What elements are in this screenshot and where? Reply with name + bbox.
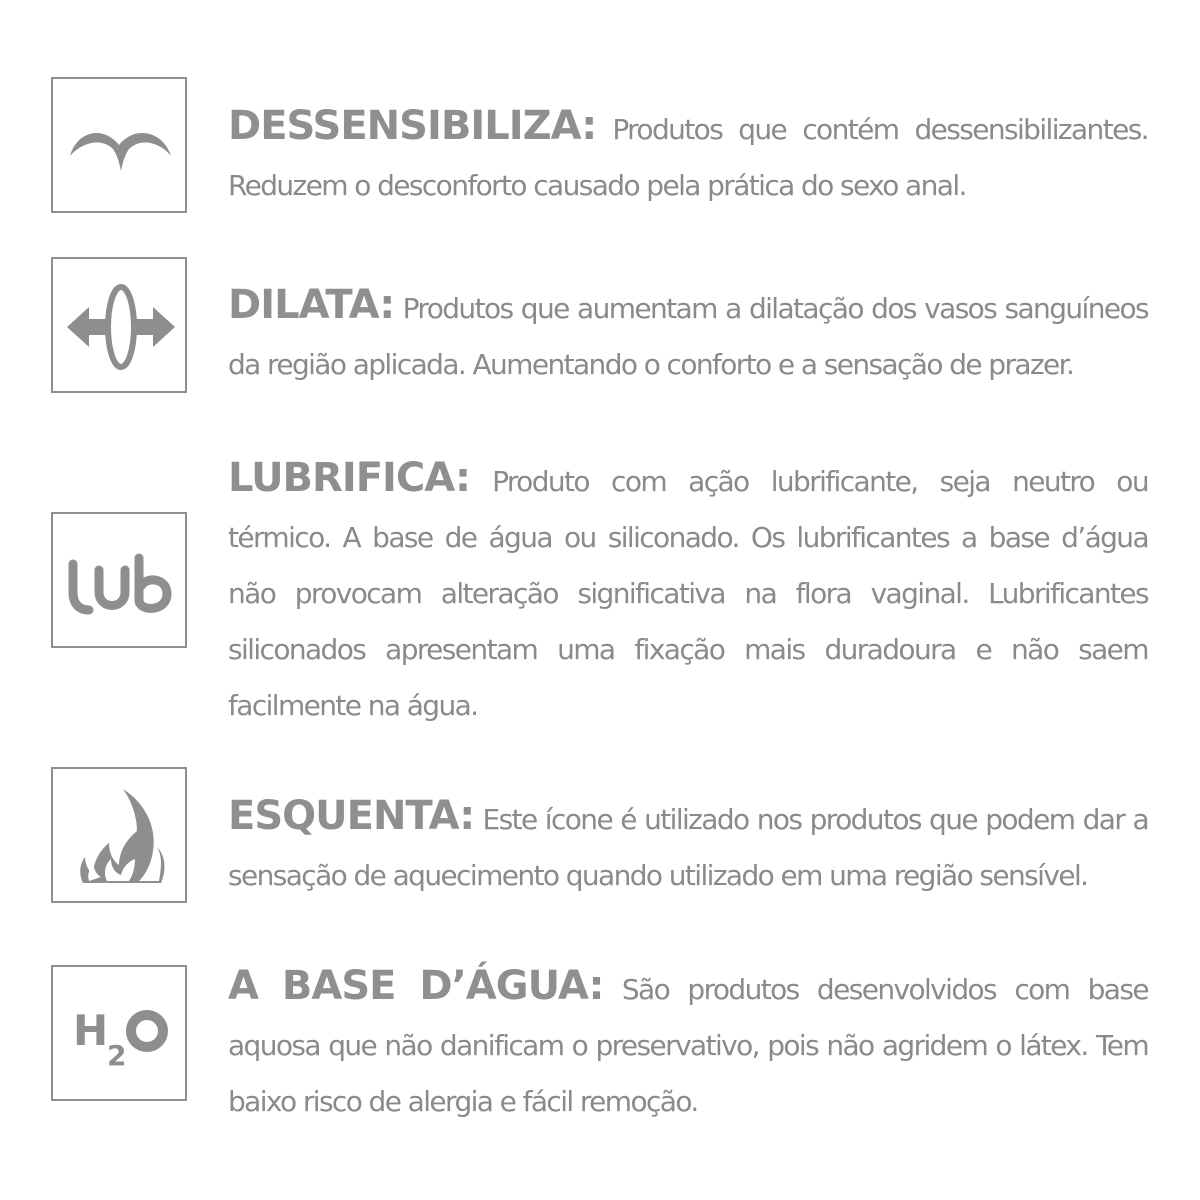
h2o-h-glyph: H [73,1006,109,1055]
item-dilate-text [228,277,1148,393]
description: Produto com ação lubrificante, seja neutro ou térmico. A base de água ou siliconado. Os lubrificantes a base d’água não provocam alteração significativa na flora vaginal. Lubrificantes siliconados apresentam uma fixação mais duradoura e não saem facilmente na água. [228,465,1148,722]
term-label: A BASE D’ÁGUA: [228,963,604,1009]
description: Produtos que contém dessensibilizantes. Reduzem o desconforto causado pela prática do sexo anal. [228,113,1148,202]
term-label: ESQUENTA: [228,793,475,839]
lub-icon [51,512,187,648]
dilate-icon [51,257,187,393]
item-heat-text [228,788,1148,904]
desensitize-icon [51,77,187,213]
term-label: LUBRIFICA: [228,455,470,501]
h2o-2-glyph: 2 [107,1039,127,1072]
term-label: DESSENSIBILIZA: [228,103,597,149]
term-label: DILATA: [228,282,395,328]
item-desensitize-text [228,98,1148,214]
flame-icon [51,767,187,903]
description: Produtos que aumentam a dilatação dos vasos sanguíneos da região aplicada. Aumentando o conforto e a sensação de prazer. [228,292,1148,381]
description: Este ícone é utilizado nos produtos que podem dar a sensação de aquecimento quando utilizado em uma região sensível. [228,803,1148,892]
item-water-based-text [228,958,1148,1130]
description: São produtos desenvolvidos com base aquosa que não danificam o preservativo, pois não agridem o látex. Tem baixo risco de alergia e fácil remoção. [228,973,1148,1118]
h2o-icon [51,965,187,1101]
item-lubricate-text [228,450,1148,734]
